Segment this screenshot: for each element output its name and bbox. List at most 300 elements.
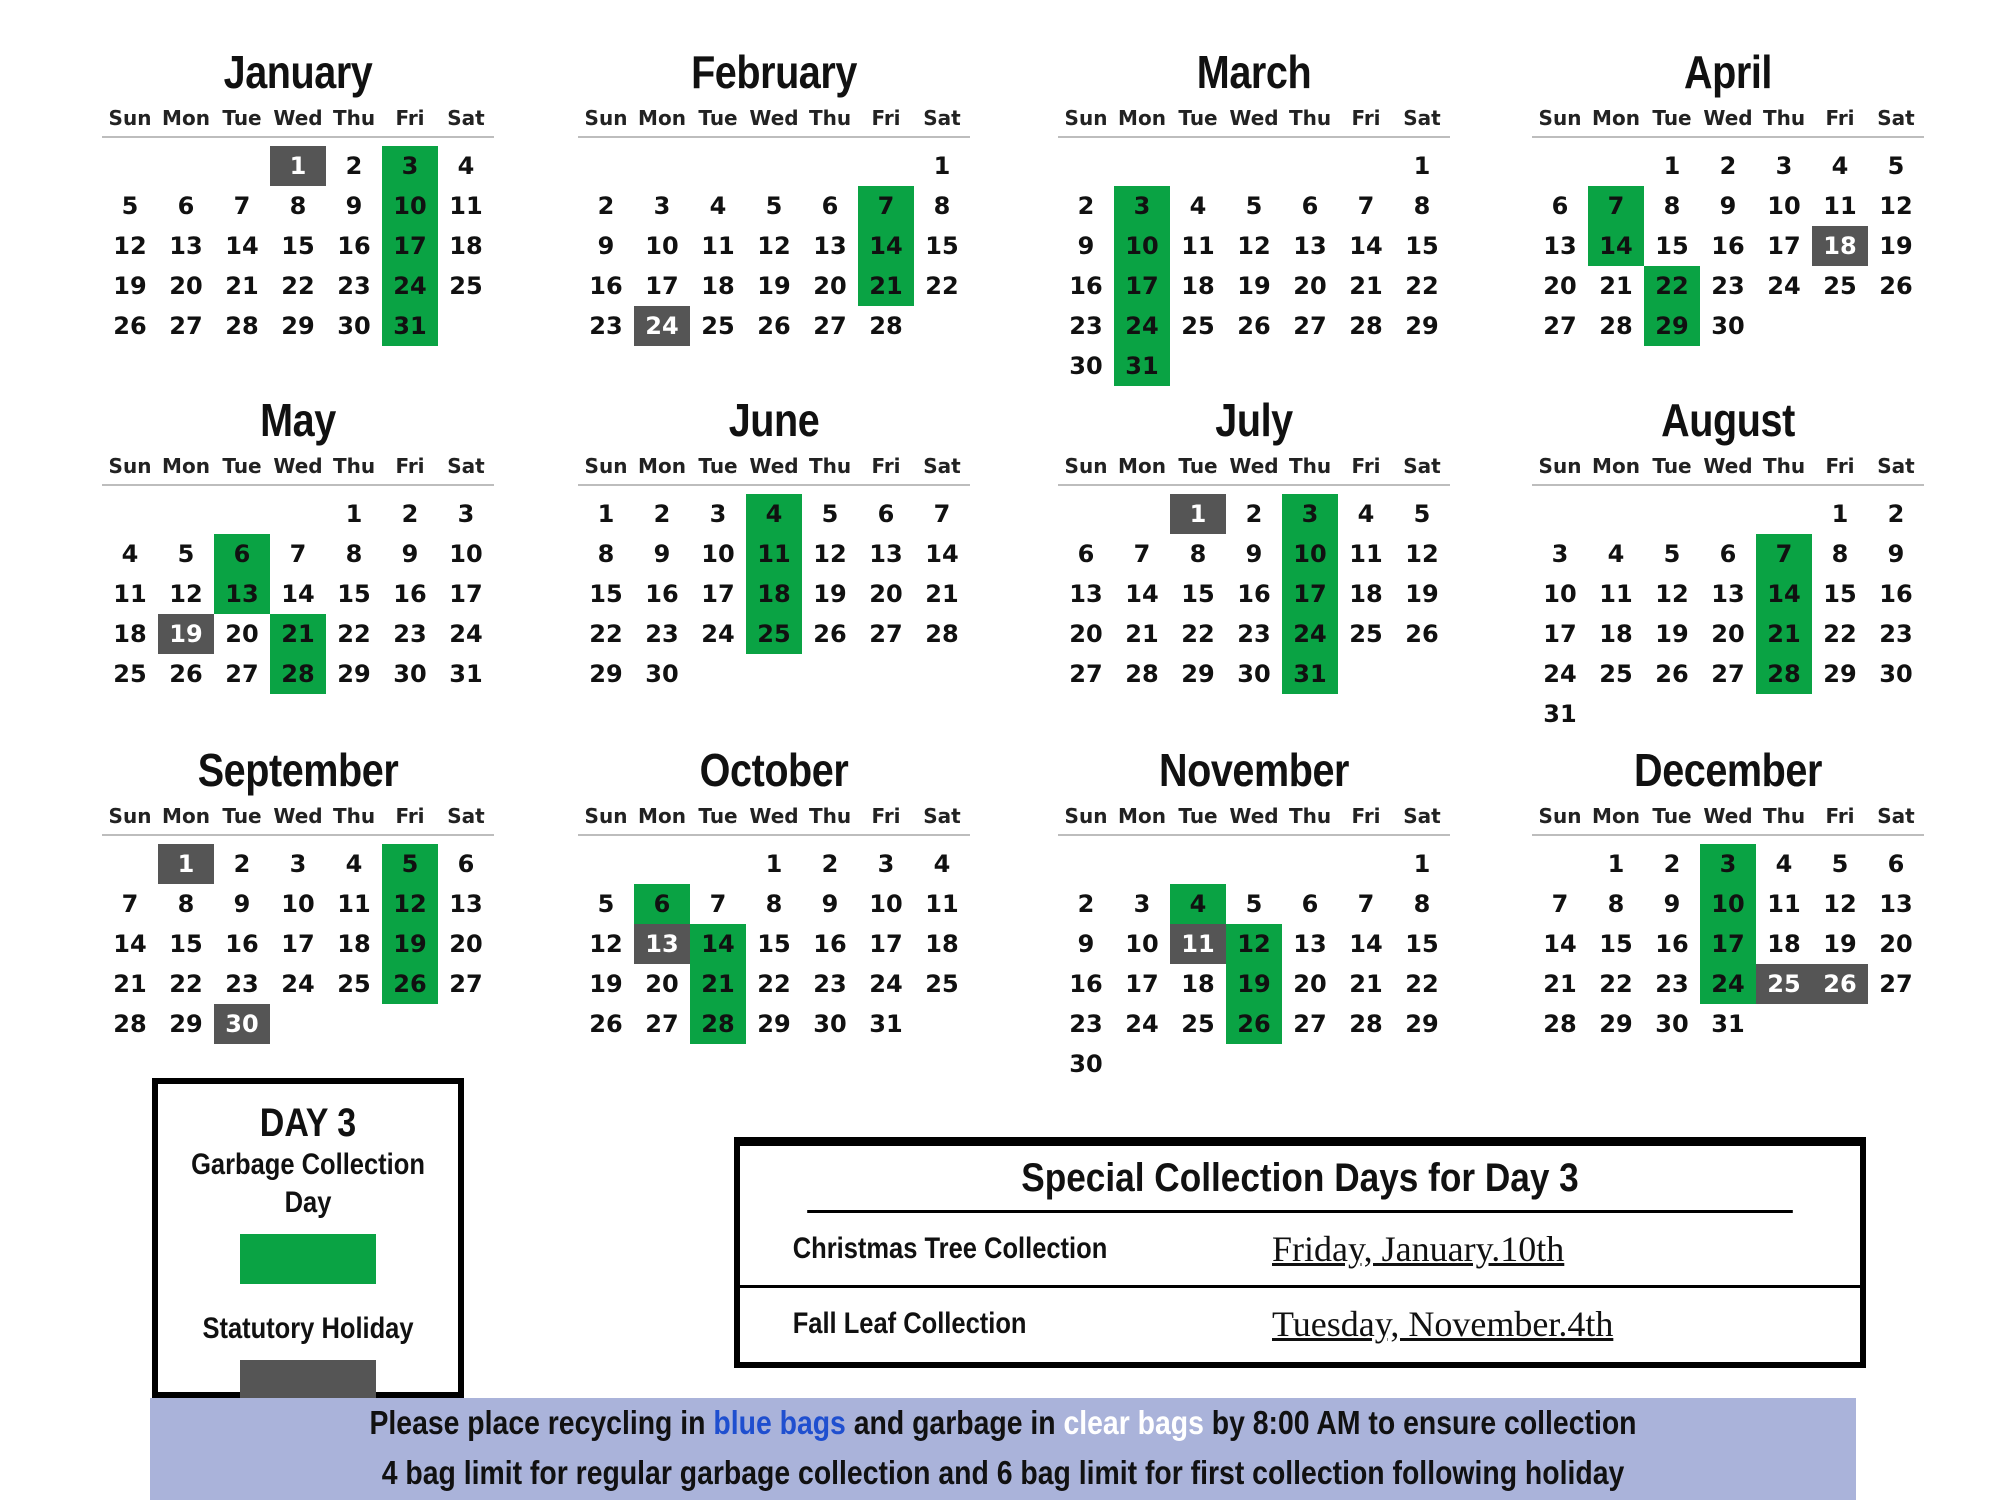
weekday-header: [102, 448, 494, 486]
special-collection-title: Special Collection Days for Day 3: [807, 1146, 1793, 1213]
footer-text: by 8:00 AM to ensure collection: [1203, 1404, 1637, 1441]
day: 9: [401, 540, 419, 568]
day: 2: [1077, 890, 1095, 918]
weekday-label: Sun: [108, 106, 152, 130]
day-garbage: 11: [746, 534, 802, 574]
day: 4: [457, 152, 475, 180]
day-garbage: 13: [214, 574, 270, 614]
day: 15: [925, 232, 959, 260]
day: 13: [169, 232, 203, 260]
day: 5: [1245, 890, 1263, 918]
day-holiday: 26: [1812, 964, 1868, 1004]
day: 26: [757, 312, 791, 340]
day: 1: [345, 500, 363, 528]
special-row-christmas-tree: [740, 1213, 1860, 1288]
day: 16: [645, 580, 679, 608]
day: 17: [281, 930, 315, 958]
month-title: November: [1158, 744, 1350, 796]
day: 30: [337, 312, 371, 340]
weekday-header: [578, 798, 970, 836]
day: 23: [1711, 272, 1745, 300]
weekday-label: Mon: [1118, 454, 1166, 478]
day: 31: [869, 1010, 903, 1038]
day: 1: [597, 500, 615, 528]
weekday-label: Fri: [395, 454, 425, 478]
day: 13: [449, 890, 483, 918]
month-title: September: [197, 744, 399, 796]
day: 22: [1405, 272, 1439, 300]
day-empty: [746, 146, 802, 186]
days-grid: [1532, 494, 1924, 734]
weekday-label: Fri: [395, 804, 425, 828]
weekday-label: Sat: [1877, 454, 1915, 478]
day: 27: [225, 660, 259, 688]
day: 27: [169, 312, 203, 340]
month-march: [1058, 44, 1450, 386]
day: 5: [1663, 540, 1681, 568]
day: 10: [1543, 580, 1577, 608]
day-empty: [102, 146, 158, 186]
day: 11: [701, 232, 735, 260]
weekday-label: Sun: [1064, 454, 1108, 478]
day: 30: [1711, 312, 1745, 340]
day: 12: [589, 930, 623, 958]
day-empty: [1058, 844, 1114, 884]
weekday-label: Sat: [1877, 106, 1915, 130]
day-empty: [1226, 844, 1282, 884]
day-garbage: 19: [1226, 964, 1282, 1004]
day-empty: [1532, 844, 1588, 884]
day: 12: [1405, 540, 1439, 568]
day-empty: [690, 844, 746, 884]
weekday-label: Wed: [1703, 106, 1753, 130]
day: 2: [1245, 500, 1263, 528]
day: 6: [1887, 850, 1905, 878]
day: 7: [1357, 890, 1375, 918]
day: 4: [345, 850, 363, 878]
day: 15: [757, 930, 791, 958]
month-title: January: [223, 46, 373, 98]
day: 26: [589, 1010, 623, 1038]
day: 29: [169, 1010, 203, 1038]
day: 7: [933, 500, 951, 528]
day-empty: [1058, 494, 1114, 534]
day: 16: [1237, 580, 1271, 608]
day: 8: [1189, 540, 1207, 568]
day: 22: [1599, 970, 1633, 998]
day-garbage: 21: [858, 266, 914, 306]
day: 20: [1879, 930, 1913, 958]
day: 6: [1719, 540, 1737, 568]
weekday-label: Mon: [1118, 804, 1166, 828]
day: 8: [345, 540, 363, 568]
day: 9: [597, 232, 615, 260]
days-grid: [102, 494, 494, 694]
days-grid: [1058, 146, 1450, 386]
day: 9: [1887, 540, 1905, 568]
day: 26: [1655, 660, 1689, 688]
special-row-name: Christmas Tree Collection: [792, 1232, 1108, 1265]
weekday-header: [578, 100, 970, 138]
day: 4: [1189, 192, 1207, 220]
day: 20: [225, 620, 259, 648]
weekday-label: Sat: [1403, 106, 1441, 130]
day-empty: [270, 494, 326, 534]
weekday-label: Thu: [1288, 804, 1332, 828]
day-garbage: 12: [382, 884, 438, 924]
day-holiday: 18: [1812, 226, 1868, 266]
weekday-label: Sun: [584, 804, 628, 828]
day-garbage: 19: [382, 924, 438, 964]
weekday-label: Wed: [1703, 454, 1753, 478]
day: 18: [1599, 620, 1633, 648]
day: 20: [169, 272, 203, 300]
day: 8: [1663, 192, 1681, 220]
day: 4: [709, 192, 727, 220]
day: 19: [1405, 580, 1439, 608]
day: 22: [1405, 970, 1439, 998]
day: 3: [877, 850, 895, 878]
weekday-label: Wed: [1229, 804, 1279, 828]
month-june: [578, 392, 970, 694]
day: 19: [757, 272, 791, 300]
weekday-label: Tue: [1652, 454, 1692, 478]
day-garbage: 21: [690, 964, 746, 1004]
day-empty: [1226, 146, 1282, 186]
weekday-label: Fri: [1825, 106, 1855, 130]
month-title: June: [728, 394, 820, 446]
day: 13: [813, 232, 847, 260]
day: 25: [449, 272, 483, 300]
weekday-label: Thu: [808, 106, 852, 130]
weekday-label: Mon: [1592, 454, 1640, 478]
day-empty: [690, 146, 746, 186]
day-empty: [214, 146, 270, 186]
weekday-label: Thu: [1762, 106, 1806, 130]
day: 2: [821, 850, 839, 878]
day: 28: [1599, 312, 1633, 340]
day: 11: [925, 890, 959, 918]
day-empty: [1588, 494, 1644, 534]
day: 20: [1069, 620, 1103, 648]
day: 18: [1181, 272, 1215, 300]
day: 21: [1599, 272, 1633, 300]
day: 12: [113, 232, 147, 260]
weekday-header: [1058, 798, 1450, 836]
day-garbage: 4: [1170, 884, 1226, 924]
day: 23: [1879, 620, 1913, 648]
day: 19: [1823, 930, 1857, 958]
day: 19: [1879, 232, 1913, 260]
day: 4: [1357, 500, 1375, 528]
weekday-label: Thu: [808, 454, 852, 478]
weekday-label: Sun: [584, 106, 628, 130]
day-empty: [1644, 494, 1700, 534]
day: 16: [1879, 580, 1913, 608]
days-grid: [578, 844, 970, 1044]
weekday-header: [102, 100, 494, 138]
day: 8: [933, 192, 951, 220]
day-holiday: 11: [1170, 924, 1226, 964]
month-title: August: [1661, 394, 1795, 446]
day-holiday: 1: [158, 844, 214, 884]
day: 1: [765, 850, 783, 878]
day: 23: [1069, 1010, 1103, 1038]
day: 4: [121, 540, 139, 568]
day-garbage: 17: [1282, 574, 1338, 614]
day-empty: [214, 494, 270, 534]
day: 12: [1879, 192, 1913, 220]
day: 5: [765, 192, 783, 220]
weekday-label: Sat: [447, 454, 485, 478]
weekday-label: Wed: [1229, 454, 1279, 478]
day: 1: [933, 152, 951, 180]
weekday-label: Thu: [332, 804, 376, 828]
day: 14: [925, 540, 959, 568]
day: 13: [869, 540, 903, 568]
weekday-label: Tue: [698, 454, 738, 478]
day: 18: [337, 930, 371, 958]
weekday-label: Thu: [1288, 454, 1332, 478]
month-july: [1058, 392, 1450, 694]
day-garbage: 26: [1226, 1004, 1282, 1044]
day: 16: [813, 930, 847, 958]
day: 13: [1069, 580, 1103, 608]
weekday-label: Tue: [698, 804, 738, 828]
weekday-label: Sun: [1538, 106, 1582, 130]
day-empty: [1114, 146, 1170, 186]
day: 8: [1607, 890, 1625, 918]
day: 15: [1823, 580, 1857, 608]
special-row-date: Tuesday, November.4th: [1272, 1304, 1614, 1344]
day: 31: [1543, 700, 1577, 728]
weekday-label: Sat: [1403, 804, 1441, 828]
day: 20: [1543, 272, 1577, 300]
day: 15: [281, 232, 315, 260]
day-empty: [1338, 146, 1394, 186]
day-garbage: 10: [1114, 226, 1170, 266]
weekday-label: Fri: [1825, 804, 1855, 828]
day: 13: [1293, 232, 1327, 260]
day-garbage: 24: [382, 266, 438, 306]
day: 24: [1767, 272, 1801, 300]
day: 13: [1879, 890, 1913, 918]
day: 2: [345, 152, 363, 180]
weekday-label: Wed: [273, 454, 323, 478]
day: 28: [113, 1010, 147, 1038]
day: 3: [709, 500, 727, 528]
day-garbage: 26: [382, 964, 438, 1004]
day-empty: [1114, 844, 1170, 884]
day: 30: [1879, 660, 1913, 688]
footer-text: Please place recycling in: [369, 1404, 714, 1441]
days-grid: [1532, 146, 1924, 346]
day: 12: [1237, 232, 1271, 260]
day: 23: [225, 970, 259, 998]
day: 28: [1349, 312, 1383, 340]
day: 16: [225, 930, 259, 958]
day-garbage: 6: [214, 534, 270, 574]
weekday-header: [578, 448, 970, 486]
day: 4: [1831, 152, 1849, 180]
days-grid: [1058, 844, 1450, 1084]
day: 13: [1711, 580, 1745, 608]
day: 15: [589, 580, 623, 608]
day: 4: [1607, 540, 1625, 568]
day: 2: [597, 192, 615, 220]
day: 23: [1069, 312, 1103, 340]
day: 30: [1237, 660, 1271, 688]
day-garbage: 10: [382, 186, 438, 226]
day: 22: [169, 970, 203, 998]
day: 5: [821, 500, 839, 528]
day: 5: [1887, 152, 1905, 180]
day: 10: [1125, 930, 1159, 958]
weekday-label: Sat: [923, 106, 961, 130]
day-empty: [158, 146, 214, 186]
day: 16: [337, 232, 371, 260]
day: 9: [1245, 540, 1263, 568]
days-grid: [1058, 494, 1450, 694]
day: 4: [933, 850, 951, 878]
legend-garbage-label: Garbage Collection Day: [191, 1148, 425, 1219]
weekday-label: Sat: [923, 804, 961, 828]
day: 10: [645, 232, 679, 260]
day: 24: [701, 620, 735, 648]
footer-line-2: 4 bag limit for regular garbage collection and 6 bag limit for first collection following holiday: [381, 1454, 1625, 1491]
day-holiday: 19: [158, 614, 214, 654]
weekday-label: Wed: [1229, 106, 1279, 130]
day: 11: [1181, 232, 1215, 260]
weekday-label: Sun: [108, 454, 152, 478]
day-garbage: 28: [270, 654, 326, 694]
day: 18: [701, 272, 735, 300]
day-garbage: 6: [634, 884, 690, 924]
weekday-label: Fri: [395, 106, 425, 130]
day-garbage: 24: [1114, 306, 1170, 346]
weekday-label: Wed: [749, 804, 799, 828]
day-garbage: 14: [1588, 226, 1644, 266]
day: 24: [449, 620, 483, 648]
day: 21: [113, 970, 147, 998]
weekday-label: Sat: [923, 454, 961, 478]
day: 8: [765, 890, 783, 918]
day: 21: [1349, 272, 1383, 300]
day: 23: [337, 272, 371, 300]
day: 29: [281, 312, 315, 340]
day: 12: [1655, 580, 1689, 608]
day-garbage: 25: [746, 614, 802, 654]
day: 29: [1405, 1010, 1439, 1038]
day: 28: [1349, 1010, 1383, 1038]
day: 14: [1125, 580, 1159, 608]
day: 7: [1551, 890, 1569, 918]
day: 2: [1887, 500, 1905, 528]
weekday-label: Sun: [1064, 804, 1108, 828]
day-garbage: 4: [746, 494, 802, 534]
day: 29: [1599, 1010, 1633, 1038]
month-april: [1532, 44, 1924, 346]
day: 16: [589, 272, 623, 300]
weekday-label: Fri: [1351, 106, 1381, 130]
day: 29: [589, 660, 623, 688]
day: 21: [925, 580, 959, 608]
day: 29: [1405, 312, 1439, 340]
day-garbage: 14: [858, 226, 914, 266]
day-empty: [102, 494, 158, 534]
day: 27: [869, 620, 903, 648]
day-garbage: 3: [1700, 844, 1756, 884]
day: 10: [281, 890, 315, 918]
day-garbage: 31: [1114, 346, 1170, 386]
day: 25: [1599, 660, 1633, 688]
day: 22: [757, 970, 791, 998]
day: 30: [393, 660, 427, 688]
day: 9: [1719, 192, 1737, 220]
day: 9: [1077, 930, 1095, 958]
day: 15: [1181, 580, 1215, 608]
day: 5: [1413, 500, 1431, 528]
day: 21: [1543, 970, 1577, 998]
day: 5: [1831, 850, 1849, 878]
day: 30: [1069, 1050, 1103, 1078]
day: 7: [709, 890, 727, 918]
weekday-label: Thu: [1288, 106, 1332, 130]
month-november: [1058, 742, 1450, 1084]
day: 27: [1879, 970, 1913, 998]
special-collection-table: [734, 1137, 1866, 1368]
day: 25: [113, 660, 147, 688]
day: 11: [337, 890, 371, 918]
day-empty: [578, 844, 634, 884]
day: 9: [1077, 232, 1095, 260]
day: 20: [869, 580, 903, 608]
weekday-label: Mon: [638, 454, 686, 478]
days-grid: [578, 494, 970, 694]
day: 26: [813, 620, 847, 648]
day: 27: [1069, 660, 1103, 688]
day: 20: [813, 272, 847, 300]
footer-banner: [150, 1398, 1856, 1500]
day: 2: [233, 850, 251, 878]
weekday-label: Sun: [584, 454, 628, 478]
day: 8: [597, 540, 615, 568]
day: 17: [1767, 232, 1801, 260]
weekday-label: Mon: [1592, 804, 1640, 828]
day-garbage: 10: [1282, 534, 1338, 574]
day: 30: [1655, 1010, 1689, 1038]
day: 2: [1663, 850, 1681, 878]
day: 23: [1237, 620, 1271, 648]
weekday-header: [102, 798, 494, 836]
footer-line-1: [269, 1398, 1736, 1448]
day: 16: [1711, 232, 1745, 260]
day: 3: [1551, 540, 1569, 568]
day: 28: [869, 312, 903, 340]
day: 30: [1069, 352, 1103, 380]
day: 22: [1823, 620, 1857, 648]
day: 18: [449, 232, 483, 260]
weekday-label: Fri: [1351, 804, 1381, 828]
day-holiday: 30: [214, 1004, 270, 1044]
day: 8: [177, 890, 195, 918]
day: 11: [1823, 192, 1857, 220]
weekday-label: Tue: [1178, 106, 1218, 130]
day: 1: [1607, 850, 1625, 878]
day: 5: [1245, 192, 1263, 220]
weekday-label: Tue: [222, 804, 262, 828]
weekday-label: Fri: [871, 106, 901, 130]
